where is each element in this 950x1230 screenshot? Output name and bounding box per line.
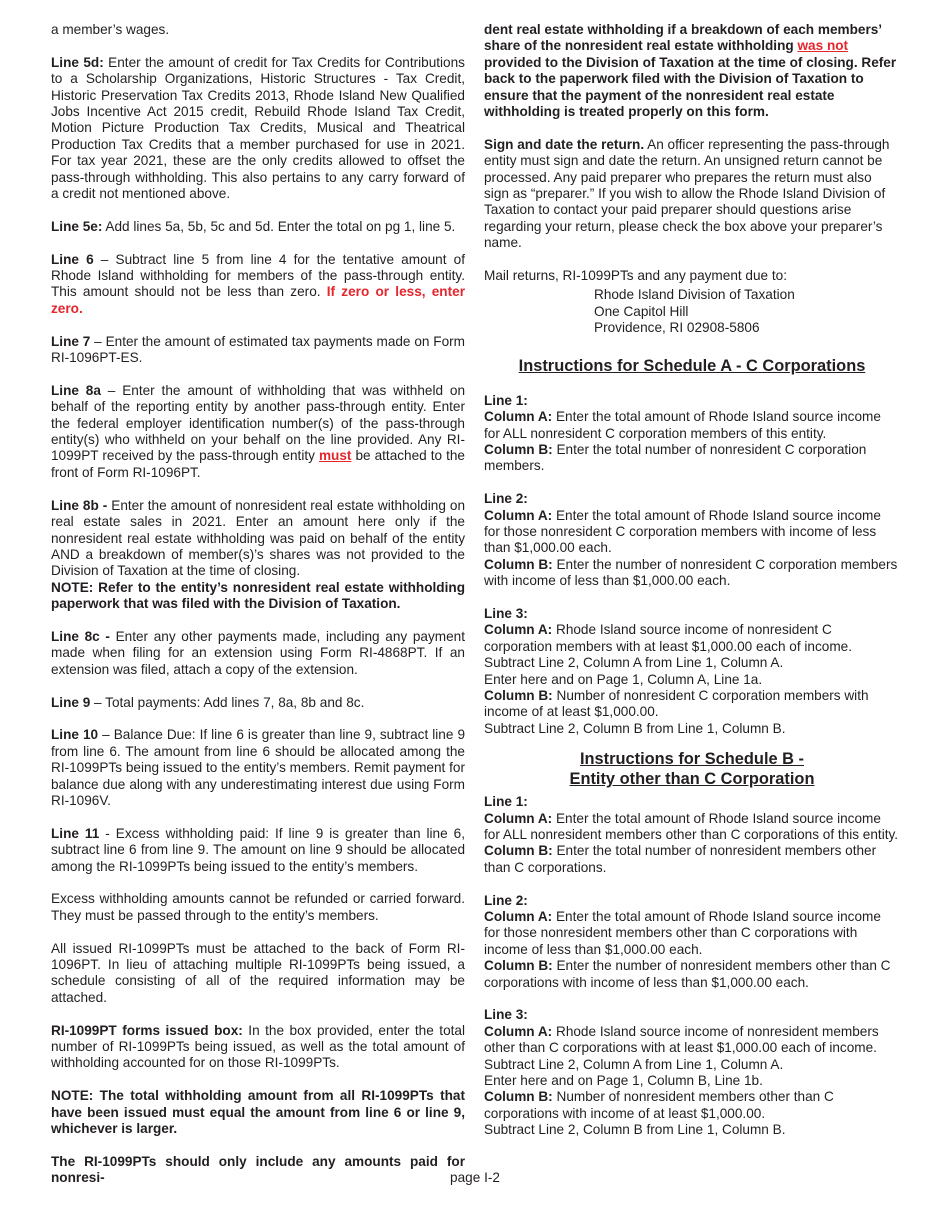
forms-issued-box-instruction: RI-1099PT forms issued box: In the box provided, enter the total number of RI-1099PTs being issued, as well as the total amount of withholding accounted for on those RI-1099PTs.: [51, 1022, 466, 1071]
schedule-b-title: Instructions for Schedule B - Entity other than C Corporation: [569, 750, 815, 789]
schedule-b-line-3-col-a-enter: Enter here and on Page 1, Column B, Line 1b.: [484, 1073, 763, 1089]
schedule-b-line-3-col-a-sub: Subtract Line 2, Column A from Line 1, Column A.: [484, 1056, 784, 1072]
schedule-b-line-3-col-b: Column B: Number of nonresident members other than C corporations with income of at least $1,000.00.: [484, 1089, 834, 1121]
schedule-b-line-1: Line 1:: [484, 794, 528, 810]
line-8b-note: NOTE: Refer to the entity’s nonresident real estate withholding paperwork that was filed with the Division of Taxation.: [51, 579, 465, 612]
line-11-instruction: Line 11 - Excess withholding paid: If line 9 is greater than line 6, subtract line 6 from line 9. The amount on line 9 should be allocated among the RI-1099PTs being issued to the entity’s members.: [51, 825, 465, 874]
nonresident-note-continued: dent real estate withholding if a breakdown of each members’ share of the nonresident real estate withholding was not provided to the Division of Taxation at the time of closing. Refer back to the paperwork filed with the Division of Taxation to ensure that the payment of the nonresident real estate withholding is treated properly on this form.: [484, 22, 897, 120]
schedule-b-line-1-col-b: Column B: Enter the total number of nonresident members other than C corporations.: [484, 843, 877, 875]
mail-instruction: Mail returns, RI-1099PTs and any payment due to:: [484, 268, 787, 284]
schedule-a-line-3-col-a: Column A: Rhode Island source income of nonresident C corporation members with at least $1,000.00 each of income.: [484, 622, 852, 654]
schedule-a-line-1-col-a: Column A: Enter the total amount of Rhode Island source income for ALL nonresident C corporation members of this entity.: [484, 409, 881, 441]
line-7-instruction: Line 7 – Enter the amount of estimated tax payments made on Form RI-1096PT-ES.: [51, 333, 466, 366]
attach-note: All issued RI-1099PTs must be attached to the back of Form RI-1096PT. In lieu of attaching multiple RI-1099PTs being issued, a schedule consisting of all of the required information may be attached.: [51, 940, 465, 1005]
line-5e-instruction: Line 5e: Add lines 5a, 5b, 5c and 5d. Enter the total on pg 1, line 5.: [51, 218, 456, 234]
schedule-b-line-3-col-a: Column A: Rhode Island source income of nonresident members other than C corporations with at least $1,000.00 each of income.: [484, 1023, 879, 1056]
schedule-b-line-3-col-b-sub: Subtract Line 2, Column B from Line 1, Column B.: [484, 1122, 786, 1138]
continued-text: a member’s wages.: [51, 22, 170, 37]
schedule-b-line-2-col-a: Column A: Enter the total amount of Rhode Island source income for those nonresident members other than C corporations with income of less than $1,000.00 each.: [484, 909, 881, 957]
nonresident-note-start: The RI-1099PTs should only include any amounts paid for nonresi-: [51, 1153, 465, 1186]
schedule-a-line-2-col-a: Column A: Enter the total amount of Rhode Island source income for those nonresident C corporation members with income of less than $1,000.00 each.: [484, 507, 881, 556]
schedule-b-line-2: Line 2:: [484, 892, 528, 908]
schedule-a-line-3-col-b: Column B: Number of nonresident C corporation members with income of at least $1,000.00.: [484, 687, 869, 720]
line-8c-instruction: Line 8c - Enter any other payments made, including any payment made when filing for an extension using Form RI-4868PT. If an extension was filed, attach a copy of the extension.: [51, 628, 465, 677]
line-8b-instruction: Line 8b - Enter the amount of nonresident real estate withholding on real estate sales in 2021. Enter an amount here only if the nonresident real estate withholding was paid on behalf of the entity AND a breakdown of member(s)’s shares was not provided to the Division of Taxation at the time of closing.: [51, 497, 466, 579]
schedule-a-line-3: Line 3:: [484, 605, 528, 621]
right-column: [484, 22, 900, 1139]
sign-instruction: Sign and date the return. An officer representing the pass-through entity must sign and date the return. An unsigned return cannot be processed. Any paid preparer who prepares the return must also sign as “preparer.” If you wish to allow the Rhode Island Division of Taxation to contact your paid preparer should questions arise regarding your return, please check the box above your preparer’s name.: [484, 136, 890, 251]
schedule-b-line-1-col-a: Column A: Enter the total amount of Rhode Island source income for ALL nonresident members other than C corporations of this entity.: [484, 810, 899, 842]
line-10-instruction: Line 10 – Balance Due: If line 6 is greater than line 9, subtract line 9 from line 6. The amount from line 6 should be allocated among the RI-1099PTs being issued to the entity’s members. Remit payment for balance due along with any underestimating interest due using Form RI-1096V.: [51, 727, 466, 808]
was-not-emphasis: was not: [797, 38, 849, 54]
total-withholding-note: NOTE: The total withholding amount from all RI-1099PTs that have been issued must equal the amount from line 6 or line 9, whichever is larger.: [51, 1088, 465, 1136]
zero-warning: If zero or less, enter zero.: [51, 284, 465, 316]
schedule-a-title: Instructions for Schedule A - C Corporations: [518, 356, 866, 375]
page-number: page I-2: [450, 1170, 500, 1185]
line-8a-instruction: Line 8a – Enter the amount of withholding that was withheld on behalf of the reporting entity by another pass-through entity. Enter the federal employer identification number(s) of the pass-through entity(s) who withheld on your behalf on the line provided. Any RI-1099PT received by the pass-through entity must be attached to the front of Form RI-1096PT.: [51, 382, 465, 480]
schedule-b-line-2-col-b: Column B: Enter the number of nonresident members other than C corporations with income of less than $1,000.00 each.: [484, 958, 891, 990]
left-column: [51, 22, 465, 1187]
line-6-instruction: Line 6 – Subtract line 5 from line 4 for the tentative amount of Rhode Island withholding for members of the pass-through entity. This amount should not be less than zero. If zero or less, enter zero.: [51, 251, 466, 316]
schedule-a-line-1-col-b: Column B: Enter the total number of nonresident C corporation members.: [484, 441, 867, 474]
must-emphasis: must: [318, 448, 352, 464]
schedule-a-line-2-col-b: Column B: Enter the number of nonresident C corporation members with income of less than $1,000.00 each.: [484, 556, 898, 589]
mailing-address: Rhode Island Division of Taxation One Capitol Hill Providence, RI 02908-5806: [594, 287, 795, 336]
excess-withholding-note: Excess withholding amounts cannot be refunded or carried forward. They must be passed through to the entity’s members.: [51, 891, 465, 923]
line-9-instruction: Line 9 – Total payments: Add lines 7, 8a, 8b and 8c.: [51, 694, 365, 710]
schedule-a-line-1: Line 1:: [484, 392, 528, 408]
schedule-a-line-3-col-b-sub: Subtract Line 2, Column B from Line 1, Column B.: [484, 720, 786, 736]
schedule-a-line-2: Line 2:: [484, 491, 528, 507]
schedule-a-line-3-col-a-sub: Subtract Line 2, Column A from Line 1, Column A.: [484, 655, 784, 671]
schedule-a-line-3-col-a-enter: Enter here and on Page 1, Column A, Line 1a.: [484, 671, 763, 687]
line-5d-instruction: Line 5d: Enter the amount of credit for Tax Credits for Contributions to a Scholarship Organizations, Historic Structures - Tax Credit, Historic Preservation Tax Credits 2013, Rhode Island New Qualified Jobs Incentive Act 2015 credit, Rebuild Rhode Island Tax Credit, Motion Picture Production Tax Credits, Musical and Theatrical Production Tax Credits that a member purchased for use in 2021. For tax year 2021, these are the only credits allowed to offset the pass-through withholding. This also pertains to any carry forward of a credit not mentioned above.: [51, 54, 465, 202]
schedule-b-line-3: Line 3:: [484, 1007, 528, 1023]
